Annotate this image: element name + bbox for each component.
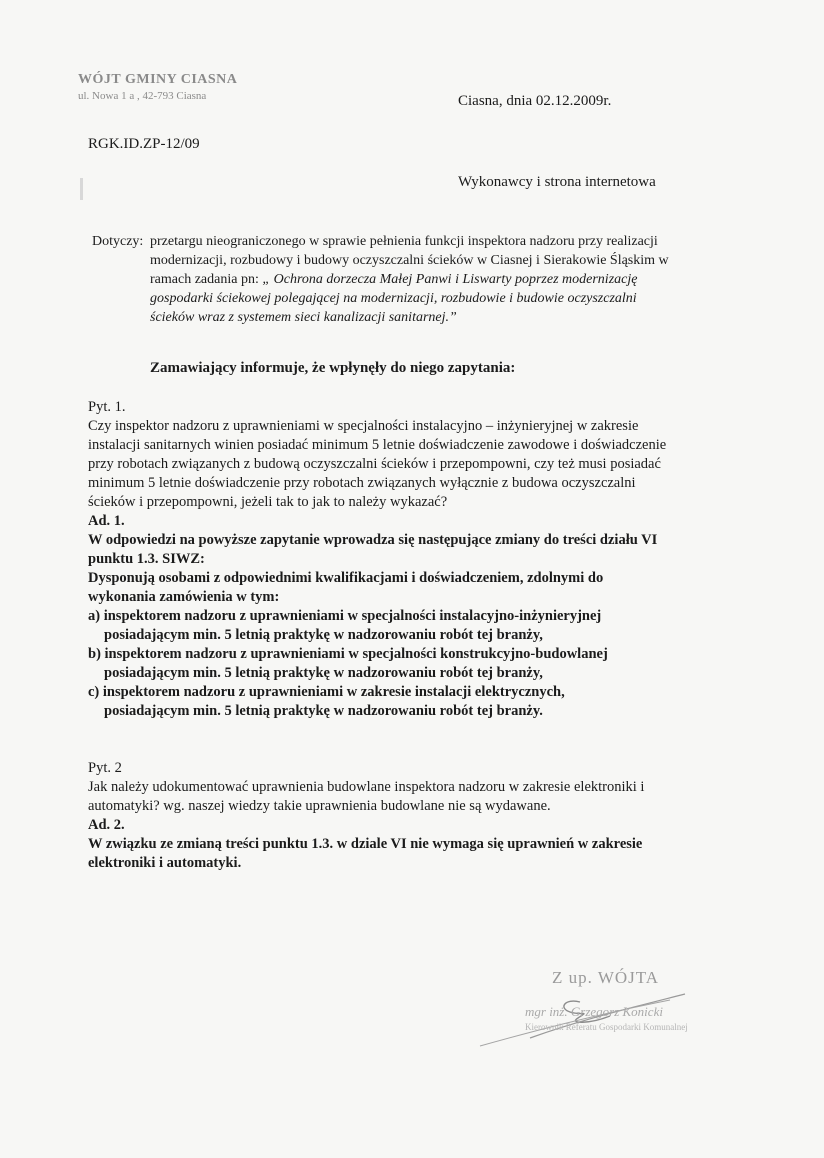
signature-on-behalf: Z up. WÓJTA	[552, 968, 660, 987]
task-name-italic: „ Ochrona dorzecza Małej Panwi i Liswarty poprzez modernizację	[262, 272, 638, 287]
question-1-line: instalacji sanitarnych winien posiadać minimum 5 letnie doświadczenie zawodowe i doświadczenie	[88, 437, 667, 453]
question-1-line: ścieków i przepompowni, jeżeli tak to jak to należy wykazać?	[88, 494, 448, 510]
answer-1-item: a) inspektorem nadzoru z uprawnieniami w specjalności instalacyjno-inżynieryjnej	[88, 608, 602, 624]
subject-line	[150, 308, 752, 327]
subject-line: modernizacji, rozbudowy i budowy oczyszczalni ścieków w Ciasnej i Sierakowie Śląskim w	[150, 253, 669, 268]
recipient-line: Wykonawcy i strona internetowa	[458, 174, 656, 190]
question-1-label: Pyt. 1.	[88, 399, 126, 415]
question-1-line: minimum 5 letnie doświadczenie przy robotach związanych wyłącznie z budowa oczyszczalni	[88, 475, 636, 491]
issuer-name: WÓJT GMINY CIASNA	[78, 72, 238, 87]
answer-1-item: b) inspektorem nadzoru z uprawnieniami w specjalności konstrukcyjno-budowlanej	[88, 646, 608, 662]
question-2-label: Pyt. 2	[88, 760, 122, 776]
task-name-italic: gospodarki ściekowej polegającej na modernizacji, rozbudowie i budowie oczyszczalni	[150, 291, 637, 306]
subject-line	[150, 270, 752, 289]
subject-line-plain: ramach zadania pn:	[150, 272, 263, 287]
subject-line	[150, 289, 752, 308]
answer-1-line: Dysponują osobami z odpowiednimi kwalifikacjami i doświadczeniem, zdolnymi do	[88, 570, 604, 586]
signatory-name: mgr inż. Grzegorz Konicki	[525, 1004, 663, 1019]
section-spacer	[88, 721, 778, 759]
answer-2-label: Ad. 2.	[88, 817, 125, 833]
answer-1-line: wykonania zamówienia w tym:	[88, 589, 280, 605]
issuer-address: ul. Nowa 1 a , 42-793 Ciasna	[78, 90, 207, 102]
date-line: Ciasna, dnia 02.12.2009r.	[458, 93, 612, 109]
answer-1-item: c) inspektorem nadzoru z uprawnieniami w zakresie instalacji elektrycznych,	[88, 684, 565, 700]
question-1-line: Czy inspektor nadzoru z uprawnieniami w specjalności instalacyjno – inżynieryjnej w zakresie	[88, 418, 639, 434]
answer-2-line: W związku ze zmianą treści punktu 1.3. w dziale VI nie wymaga się uprawnień w zakresie	[88, 836, 643, 852]
question-1-line: przy robotach związanych z budową oczyszczalni ścieków i przepompowni, czy też musi posiadać	[88, 456, 661, 472]
answer-1-item-cont: posiadającym min. 5 letnią praktykę w nadzorowaniu robót tej branży.	[104, 703, 543, 719]
question-2-line: Jak należy udokumentować uprawnienia budowlane inspektora nadzoru w zakresie elektroniki i	[88, 779, 645, 795]
answer-1-item-cont: posiadającym min. 5 letnią praktykę w nadzorowaniu robót tej branży,	[104, 627, 543, 643]
subject-line: przetargu nieograniczonego w sprawie pełnienia funkcji inspektora nadzoru przy realizacji	[150, 234, 658, 249]
questions-answers	[88, 398, 778, 873]
subject-block	[92, 232, 752, 327]
issuer-stamp	[78, 72, 237, 102]
answer-1-line: W odpowiedzi na powyższe zapytanie wprowadza się następujące zmiany do treści działu VI	[88, 532, 658, 548]
answer-1-item-cont: posiadającym min. 5 letnią praktykę w nadzorowaniu robót tej branży,	[104, 665, 543, 681]
subject-label: Dotyczy:	[92, 234, 144, 249]
answer-2-line: elektroniki i automatyki.	[88, 855, 242, 871]
reference-number: RGK.ID.ZP-12/09	[88, 136, 200, 152]
answer-1-label: Ad. 1.	[88, 513, 125, 529]
scan-edge-mark	[80, 178, 83, 200]
task-name-italic: ścieków wraz z systemem sieci kanalizacji sanitarnej.”	[150, 310, 457, 325]
notice-heading: Zamawiający informuje, że wpłynęły do niego zapytania:	[150, 360, 516, 376]
question-2-line: automatyki? wg. naszej wiedzy takie uprawnienia budowlane nie są wydawane.	[88, 798, 551, 814]
answer-1-line: punktu 1.3. SIWZ:	[88, 551, 205, 567]
signatory-role: Kierownik Referatu Gospodarki Komunalnej	[525, 1022, 688, 1032]
